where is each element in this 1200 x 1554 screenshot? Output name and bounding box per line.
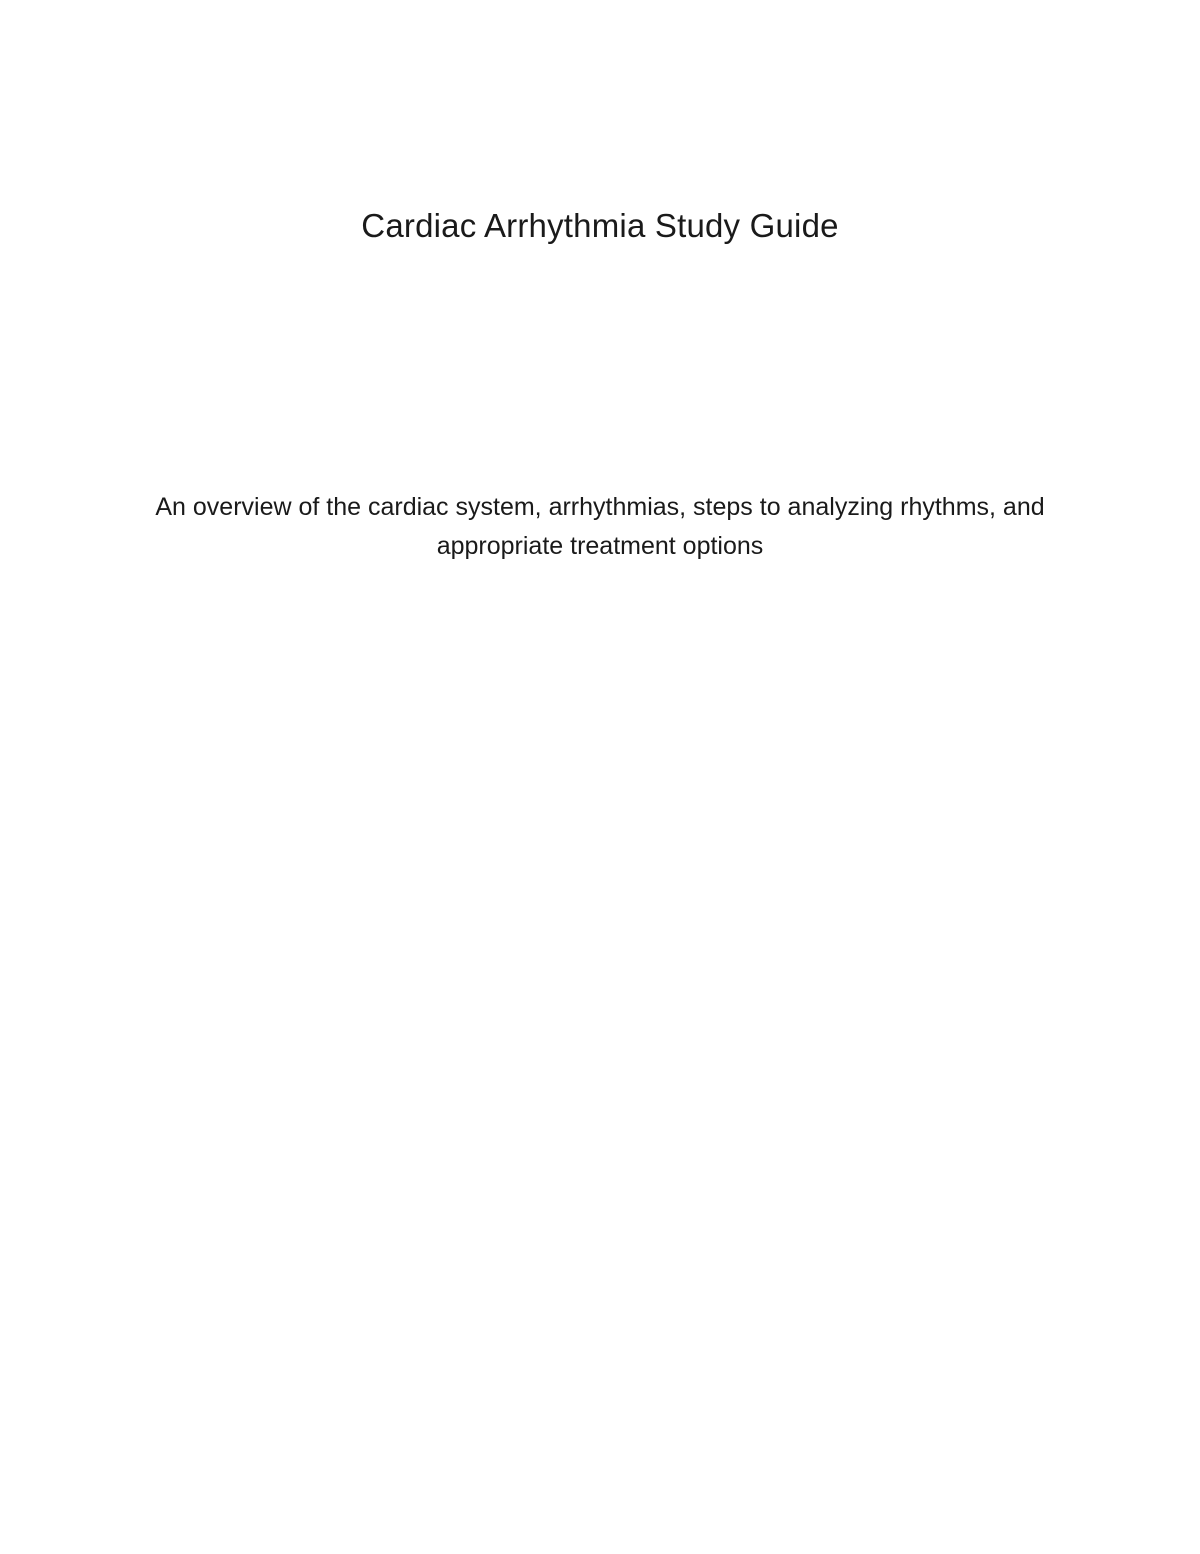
subtitle-line-2: appropriate treatment options bbox=[436, 532, 764, 560]
document-title: Cardiac Arrhythmia Study Guide bbox=[361, 207, 839, 244]
subtitle-line-1: An overview of the cardiac system, arrhythmias, steps to analyzing rhythms, and bbox=[155, 493, 1045, 521]
document-subtitle bbox=[80, 488, 1120, 566]
